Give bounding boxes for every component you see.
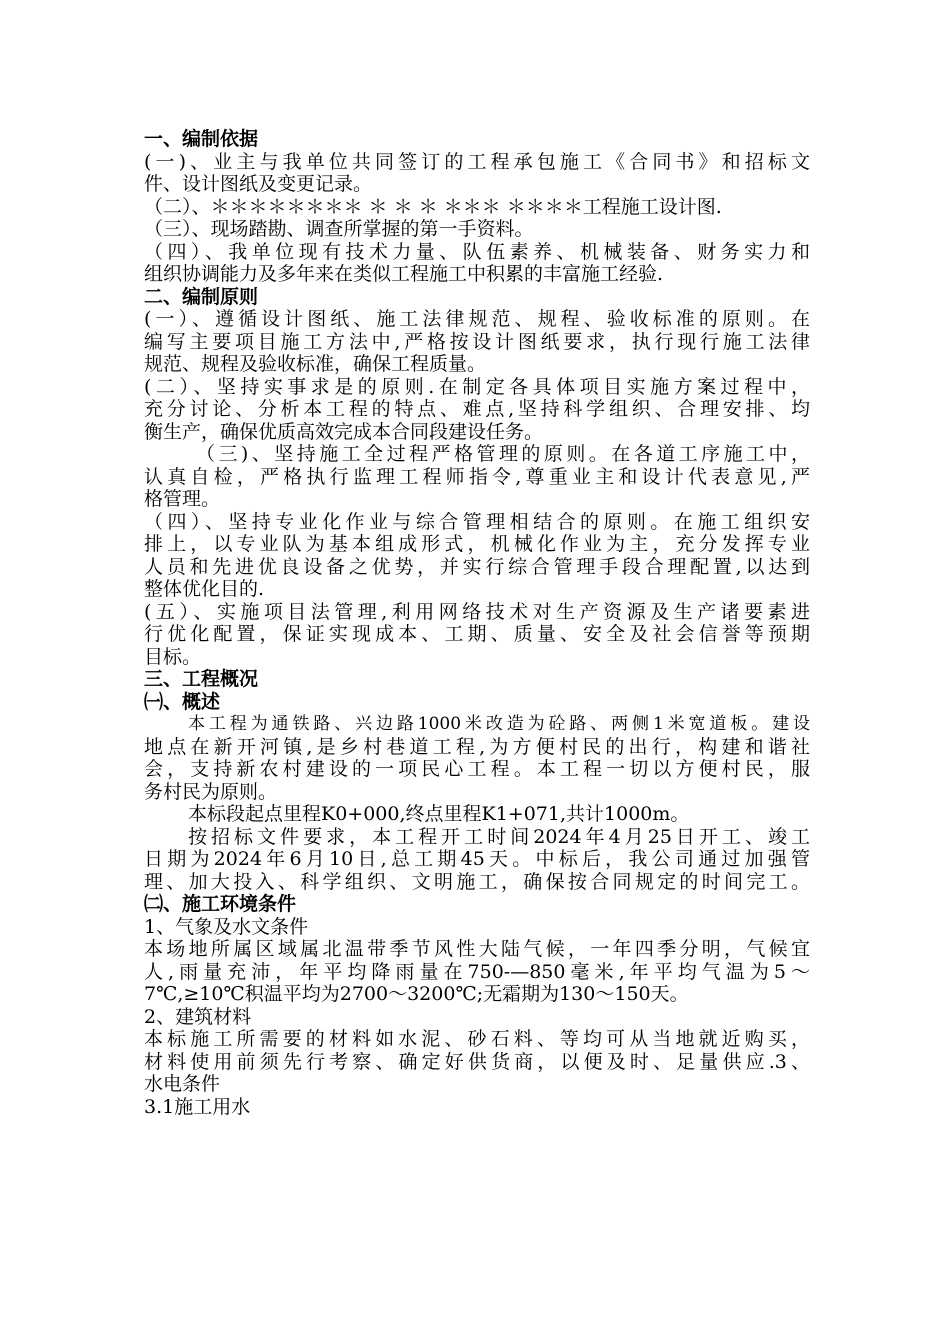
paragraph-line: 格管理。 [144, 488, 221, 510]
document-body [144, 128, 810, 1118]
paragraph-line: 组织协调能力及多年来在类似工程施工中积累的丰富施工经验. [144, 263, 664, 285]
paragraph-line: 本标段起点里程K0+000,终点里程K1+071,共计1000m。 [188, 803, 690, 825]
paragraph-line: (一）、遵循设计图纸、施工法律规范、规程、验收标准的原则。在 [144, 308, 810, 330]
paragraph-line: 3.1施工用水 [144, 1095, 251, 1118]
paragraph-line: (二）、坚持实事求是的原则.在制定各具体项目实施方案过程中， [144, 375, 810, 398]
paragraph-line: 理、加大投入、科学组织、文明施工，确保按合同规定的时间完工。 [144, 870, 810, 893]
paragraph-line: (五）、实施项目法管理,利用网络技术对生产资源及生产诸要素进 [144, 600, 810, 623]
subheading-environment: ㈡、施工环境条件 [144, 893, 297, 915]
paragraph-line: (一)、业主与我单位共同签订的工程承包施工《合同书》和招标文 [144, 150, 810, 173]
heading-3: 三、工程概况 [144, 668, 259, 690]
paragraph-line: 衡生产，确保优质高效完成本合同段建设任务。 [144, 420, 544, 443]
paragraph-line: 务村民为原则。 [144, 780, 278, 803]
paragraph-line: 本场地所属区域属北温带季节风性大陆气候，一年四季分明，气候宜 [144, 938, 810, 960]
paragraph-line: 本标施工所需要的材料如水泥、砂石料、等均可从当地就近购买， [144, 1028, 810, 1050]
heading-1: 一、编制依据 [144, 128, 259, 150]
paragraph-line: 目标。 [144, 645, 202, 668]
paragraph-line: 整体优化目的. [144, 578, 265, 600]
paragraph-line: 地点在新开河镇,是乡村巷道工程,为方便村民的出行，构建和谐社 [144, 735, 810, 758]
paragraph-line: （四）、我单位现有技术力量、队伍素养、机械装备、财务实力和 [144, 240, 810, 263]
paragraph-line: 件、设计图纸及变更记录。 [144, 173, 373, 195]
paragraph-line: 材料使用前须先行考察、确定好供货商，以便及时、足量供应.3、 [144, 1050, 810, 1073]
paragraph-line: 排上，以专业队为基本组成形式，机械化作业为主，充分发挥专业 [144, 533, 810, 555]
paragraph-line: 人,雨量充沛，年平均降雨量在750-—850毫米,年平均气温为5～ [144, 960, 810, 983]
paragraph-line: （三）、现场踏勘、调查所掌握的第一手资料。 [144, 218, 534, 240]
paragraph-line: 规范、规程及验收标准，确保工程质量。 [144, 353, 487, 375]
paragraph-line: 认真自检，严格执行监理工程师指令,尊重业主和设计代表意见,严 [144, 465, 810, 488]
paragraph-line: 充分讨论、分析本工程的特点、难点,坚持科学组织、合理安排、均 [144, 398, 810, 420]
heading-2: 二、编制原则 [144, 285, 259, 308]
paragraph-line: （四）、坚持专业化作业与综合管理相结合的原则。在施工组织安 [144, 510, 810, 533]
paragraph-line: 按招标文件要求，本工程开工时间2024年4月25日开工、竣工 [188, 825, 810, 848]
paragraph-line: 本工程为通铁路、兴边路1000米改造为砼路、两侧1米宽道板。建设 [188, 714, 810, 734]
paragraph-line: 7℃,≥10℃积温平均为2700～3200℃;无霜期为130～150天。 [144, 983, 689, 1005]
paragraph-line: 会，支持新农村建设的一项民心工程。本工程一切以方便村民，服 [144, 758, 810, 780]
paragraph-line: 人员和先进优良设备之优势，并实行综合管理手段合理配置,以达到 [144, 555, 810, 578]
paragraph-line: （三)、坚持施工全过程严格管理的原则。在各道工序施工中， [196, 443, 810, 465]
subheading-overview: ㈠、概述 [144, 690, 221, 713]
paragraph-line: 2、建筑材料 [144, 1005, 252, 1028]
paragraph-line: 日期为2024年6月10日,总工期45天。中标后，我公司通过加强管 [144, 848, 810, 870]
paragraph-line: 编写主要项目施工方法中,严格按设计图纸要求，执行现行施工法律 [144, 330, 810, 353]
paragraph-line: （二）、＊＊＊＊＊＊＊＊ ＊ ＊ ＊ ＊＊＊ ＊＊＊＊工程施工设计图. [144, 195, 722, 218]
paragraph-line: 1、气象及水文条件 [144, 915, 309, 938]
paragraph-line: 行优化配置，保证实现成本、工期、质量、安全及社会信誉等预期 [144, 623, 810, 645]
paragraph-line: 水电条件 [144, 1073, 221, 1095]
